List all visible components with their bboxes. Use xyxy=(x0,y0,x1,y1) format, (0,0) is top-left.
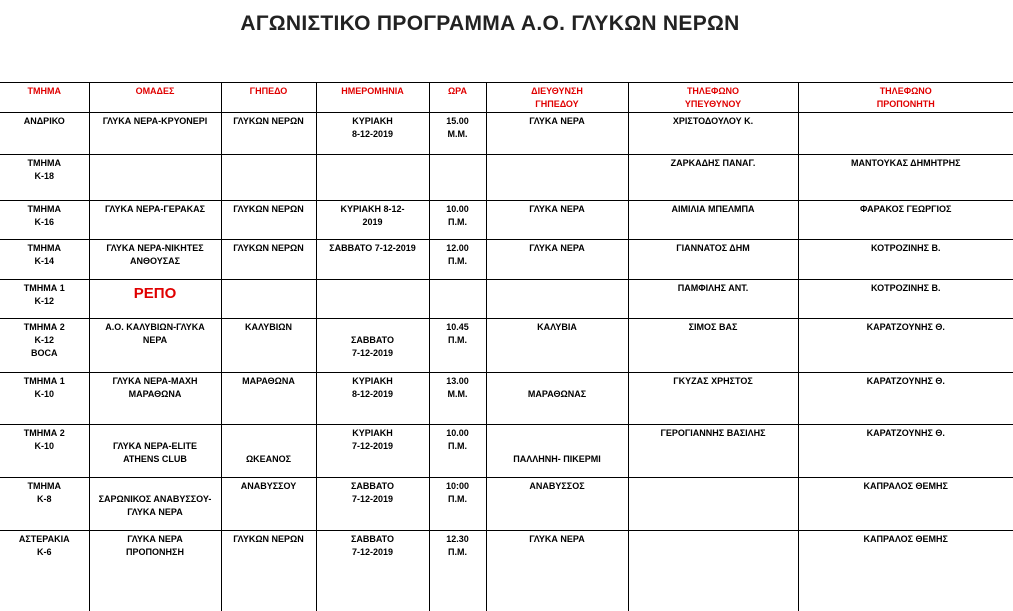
cell-dieuthynsi: ΚΑΛΥΒΙΑ xyxy=(486,319,628,373)
table-row xyxy=(0,201,1013,240)
cell-ora: 10.45 Π.Μ. xyxy=(429,319,486,373)
cell-proponitis: ΦΑΡΑΚΟΣ ΓΕΩΡΓΙΟΣ xyxy=(798,201,1013,240)
cell-tmima: ΑΝΔΡΙΚΟ xyxy=(0,113,89,155)
cell-proponitis: ΚΑΡΑΤΖΟΥΝΗΣ Θ. xyxy=(798,319,1013,373)
cell-ypeuthynos: ΓΙΑΝΝΑΤΟΣ ΔΗΜ xyxy=(628,240,798,280)
header-gipedo: ΓΗΠΕΔΟ xyxy=(221,83,316,113)
header-row xyxy=(0,83,1013,113)
cell-gipedo: ΑΝΑΒΥΣΣΟΥ xyxy=(221,478,316,531)
header-tmima: ΤΜΗΜΑ xyxy=(0,83,89,113)
cell-ora: 15.00 Μ.Μ. xyxy=(429,113,486,155)
cell-omades: ΓΛΥΚΑ ΝΕΡΑ-ΝΙΚΗΤΕΣ ΑΝΘΟΥΣΑΣ xyxy=(89,240,221,280)
cell-dieuthynsi: ΓΛΥΚΑ ΝΕΡΑ xyxy=(486,531,628,611)
cell-proponitis: ΚΑΡΑΤΖΟΥΝΗΣ Θ. xyxy=(798,373,1013,425)
table-row xyxy=(0,280,1013,319)
cell-omades: ΓΛΥΚΑ ΝΕΡΑ ΠΡΟΠΟΝΗΣΗ xyxy=(89,531,221,611)
cell-imerominia: ΣΑΒΒΑΤΟ 7-12-2019 xyxy=(316,319,429,373)
cell-omades: ΣΑΡΩΝΙΚΟΣ ΑΝΑΒΥΣΣΟΥ- ΓΛΥΚΑ ΝΕΡΑ xyxy=(89,478,221,531)
cell-imerominia: ΚΥΡΙΑΚΗ 8-12-2019 xyxy=(316,113,429,155)
table-row xyxy=(0,240,1013,280)
cell-ora xyxy=(429,155,486,201)
cell-omades: Α.Ο. ΚΑΛΥΒΙΩΝ-ΓΛΥΚΑ ΝΕΡΑ xyxy=(89,319,221,373)
cell-tmima: ΤΜΗΜΑ 2 Κ-10 xyxy=(0,425,89,478)
cell-imerominia: ΚΥΡΙΑΚΗ 8-12- 2019 xyxy=(316,201,429,240)
cell-tmima: ΤΜΗΜΑ Κ-16 xyxy=(0,201,89,240)
cell-tmima: ΑΣΤΕΡΑΚΙΑ Κ-6 xyxy=(0,531,89,611)
table-row xyxy=(0,531,1013,611)
cell-ora xyxy=(429,280,486,319)
header-imerominia: ΗΜΕΡΟΜΗΝΙΑ xyxy=(316,83,429,113)
cell-tmima: ΤΜΗΜΑ 2 Κ-12 BOCA xyxy=(0,319,89,373)
cell-dieuthynsi: ΠΑΛΛΗΝΗ- ΠΙΚΕΡΜΙ xyxy=(486,425,628,478)
cell-imerominia: ΚΥΡΙΑΚΗ 7-12-2019 xyxy=(316,425,429,478)
cell-dieuthynsi xyxy=(486,280,628,319)
cell-ora: 12.00 Π.Μ. xyxy=(429,240,486,280)
cell-gipedo: ΓΛΥΚΩΝ ΝΕΡΩΝ xyxy=(221,240,316,280)
cell-proponitis: ΚΑΠΡΑΛΟΣ ΘΕΜΗΣ xyxy=(863,534,948,544)
cell-tmima: ΤΜΗΜΑ Κ-14 xyxy=(0,240,89,280)
cell-dieuthynsi: ΓΛΥΚΑ ΝΕΡΑ xyxy=(486,240,628,280)
cell-omades xyxy=(89,280,221,319)
cell-ora: 12.30 Π.Μ. xyxy=(429,531,486,611)
cell-proponitis: ΚΟΤΡΟΖΙΝΗΣ Β. xyxy=(798,280,1013,319)
cell-imerominia xyxy=(316,155,429,201)
cell-ypeuthynos: ΣΙΜΟΣ ΒΑΣ xyxy=(628,319,798,373)
cell-gipedo: ΓΛΥΚΩΝ ΝΕΡΩΝ xyxy=(221,201,316,240)
cell-omades: ΓΛΥΚΑ ΝΕΡΑ-ELITE ATHENS CLUB xyxy=(89,425,221,478)
cell-omades: ΓΛΥΚΑ ΝΕΡΑ-ΜΑΧΗ ΜΑΡΑΘΩΝΑ xyxy=(89,373,221,425)
header-tilefono-proponiti: ΤΗΛΕΦΩΝΟ ΠΡΟΠΟΝΗΤΗ xyxy=(798,83,1013,113)
table-row xyxy=(0,425,1013,478)
header-dieuthynsi: ΔΙΕΥΘΥΝΣΗ ΓΗΠΕΔΟΥ xyxy=(486,83,628,113)
repo-label: ΡΕΠΟ xyxy=(133,285,177,302)
cell-ora: 10:00 Π.Μ. xyxy=(429,478,486,531)
cell-omades xyxy=(89,155,221,201)
cell-ypeuthynos: ΓΕΡΟΓΙΑΝΝΗΣ ΒΑΣΙΛΗΣ xyxy=(628,425,798,478)
cell-proponitis: ΚΑΠΡΑΛΟΣ ΘΕΜΗΣ xyxy=(798,478,1013,531)
cell-imerominia: ΣΑΒΒΑΤΟ 7-12-2019 xyxy=(316,240,429,280)
cell-dieuthynsi: ΓΛΥΚΑ ΝΕΡΑ xyxy=(486,201,628,240)
cell-ypeuthynos: ΖΑΡΚΑΔΗΣ ΠΑΝΑΓ. xyxy=(628,155,798,201)
header-omades: ΟΜΑΔΕΣ xyxy=(89,83,221,113)
page-title: ΑΓΩΝΙΣΤΙΚΟ ΠΡΟΓΡΑΜΜΑ Α.Ο. ΓΛΥΚΩΝ ΝΕΡΩΝ xyxy=(240,12,740,35)
schedule-table xyxy=(0,82,1013,611)
cell-dieuthynsi: ΜΑΡΑΘΩΝΑΣ xyxy=(486,373,628,425)
table-row xyxy=(0,373,1013,425)
table-row xyxy=(0,478,1013,531)
cell-ora: 10.00 Π.Μ. xyxy=(429,425,486,478)
cell-imerominia: ΣΑΒΒΑΤΟ 7-12-2019 xyxy=(316,531,429,611)
cell-gipedo: ΩΚΕΑΝΟΣ xyxy=(221,425,316,478)
table-row xyxy=(0,319,1013,373)
cell-proponitis xyxy=(798,113,1013,155)
cell-ora: 13.00 Μ.Μ. xyxy=(429,373,486,425)
table-row xyxy=(0,113,1013,155)
cell-gipedo xyxy=(221,155,316,201)
cell-ora: 10.00 Π.Μ. xyxy=(429,201,486,240)
cell-ypeuthynos: ΠΑΜΦΙΛΗΣ ΑΝΤ. xyxy=(628,280,798,319)
cell-ypeuthynos: ΑΙΜΙΛΙΑ ΜΠΕΛΜΠΑ xyxy=(628,201,798,240)
cell-gipedo: ΓΛΥΚΩΝ ΝΕΡΩΝ xyxy=(221,531,316,611)
cell-gipedo: ΜΑΡΑΘΩΝΑ xyxy=(221,373,316,425)
cell-dieuthynsi: ΓΛΥΚΑ ΝΕΡΑ xyxy=(486,113,628,155)
cell-ypeuthynos xyxy=(628,531,798,611)
cell-proponitis: ΜΑΝΤΟΥΚΑΣ ΔΗΜΗΤΡΗΣ xyxy=(798,155,1013,201)
cell-ypeuthynos xyxy=(628,478,798,531)
cell-proponitis: ΚΟΤΡΟΖΙΝΗΣ Β. xyxy=(798,240,1013,280)
cell-tmima: ΤΜΗΜΑ Κ-18 xyxy=(0,155,89,201)
cell-imerominia xyxy=(316,280,429,319)
cell-omades: ΓΛΥΚΑ ΝΕΡΑ-ΓΕΡΑΚΑΣ xyxy=(89,201,221,240)
cell-dieuthynsi: ΑΝΑΒΥΣΣΟΣ xyxy=(486,478,628,531)
cell-gipedo: ΓΛΥΚΩΝ ΝΕΡΩΝ xyxy=(221,113,316,155)
cell-dieuthynsi xyxy=(486,155,628,201)
cell-proponitis: ΚΑΡΑΤΖΟΥΝΗΣ Θ. xyxy=(798,425,1013,478)
cell-tmima: ΤΜΗΜΑ 1 Κ-10 xyxy=(0,373,89,425)
header-ora: ΩΡΑ xyxy=(429,83,486,113)
cell-imerominia: ΚΥΡΙΑΚΗ 8-12-2019 xyxy=(316,373,429,425)
cell-gipedo: ΚΑΛΥΒΙΩΝ xyxy=(221,319,316,373)
cell-ypeuthynos: ΧΡΙΣΤΟΔΟΥΛΟΥ Κ. xyxy=(628,113,798,155)
header-tilefono-ypeuthynou: ΤΗΛΕΦΩΝΟ ΥΠΕΥΘΥΝΟΥ xyxy=(628,83,798,113)
cell-tmima: ΤΜΗΜΑ Κ-8 xyxy=(0,478,89,531)
cell-imerominia: ΣΑΒΒΑΤΟ 7-12-2019 xyxy=(316,478,429,531)
cell-tmima: ΤΜΗΜΑ 1 Κ-12 xyxy=(0,280,89,319)
cell-ypeuthynos: ΓΚΥΖΑΣ ΧΡΗΣΤΟΣ xyxy=(628,373,798,425)
cell-omades: ΓΛΥΚΑ ΝΕΡΑ-ΚΡΥΟΝΕΡΙ xyxy=(89,113,221,155)
table-row xyxy=(0,155,1013,201)
cell-gipedo xyxy=(221,280,316,319)
